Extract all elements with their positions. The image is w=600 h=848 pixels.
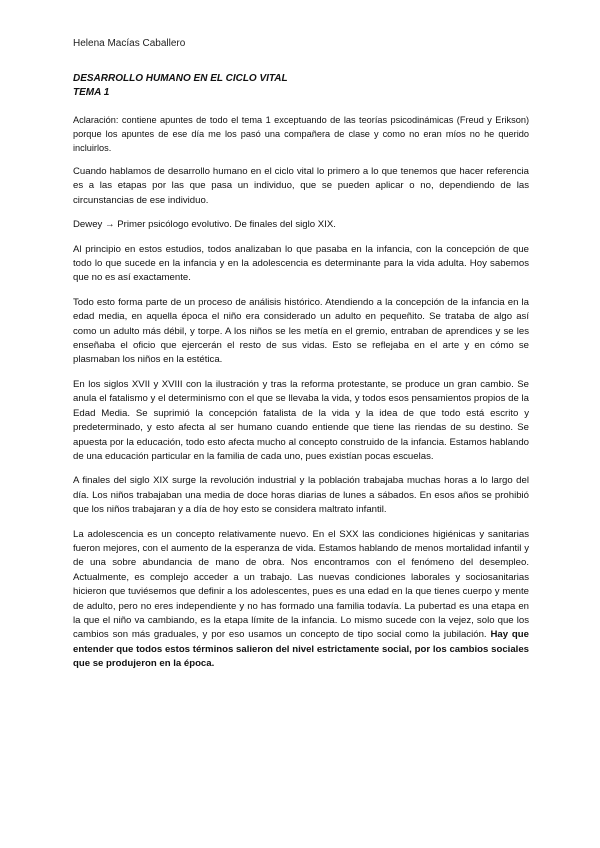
paragraph-dewey: Dewey → Primer psicólogo evolutivo. De finales del siglo XIX. — [73, 219, 336, 231]
paragraph-early-studies: Al principio en estos estudios, todos analizaban lo que pasaba en la infancia, con la concepción de que todo lo que sucede en la infancia y en la adolescencia es determinante para la vida adulta. Hoy sabemos que no es así exactamente. — [73, 243, 529, 284]
title-line-topic: TEMA 1 — [73, 86, 110, 98]
document-body — [73, 113, 529, 682]
paragraph-intro: Cuando hablamos de desarrollo humano en el ciclo vital lo primero a lo que tenemos que hacer referencia es a las etapas por las que pasa un individuo, que se pueden aplicar o no, dependiendo de las circunstancias de ese individuo. — [73, 166, 529, 206]
clarification-paragraph: Aclaración: contiene apuntes de todo el tema 1 exceptuando de las teorías psicodinámicas (Freud y Erikson) porque los apuntes de ese día me los pasó una compañera de clase y como no eran míos no he querido incluirlos. — [73, 115, 529, 153]
paragraph-enlightenment: En los siglos XVII y XVIII con la ilustración y tras la reforma protestante, se produce un gran cambio. Se anula el fatalismo y el determinismo con el que se llevaba la vida, y todos esos pensamientos propios de la Edad Media. Se suprimió la concepción fatalista de la vida y la idea de que todo está escrito y predeterminado, y esto afecta al ser humano cuando entiende que tiene las riendas de su destino. Se apuesta por la educación, todo esto afecta mucho al concepto construido de la infancia. Estamos hablando de una educación particular en la familia de cada uno, pues existían pocas escuelas. — [73, 378, 529, 462]
title-line-course: DESARROLLO HUMANO EN EL CICLO VITAL — [73, 73, 288, 84]
author-name: Helena Macías Caballero — [73, 38, 186, 49]
closing-bold-statement: Hay que entender que todos estos términos salieron del nivel estrictamente social, por los cambios sociales que se produjeron en la época. — [73, 629, 529, 670]
paragraph-industrial-revolution: A finales del siglo XIX surge la revolución industrial y la población trabajaba muchas horas a lo largo del día. Los niños trabajaban una media de doce horas diarias de lunes a sábados. En esos años se prohibió que los niños trabajaran y a día de hoy esto se considera maltrato infantil. — [73, 475, 529, 516]
document-title — [73, 72, 288, 99]
adolescence-text: La adolescencia es un concepto relativamente nuevo. En el SXX las condiciones higiénicas y sanitarias fueron mejores, con el aumento de la esperanza de vida. Estamos hablando de menos mortalidad infantil y de una sobre abundancia de mano de obra. Nos encontramos con el fenómeno del desempleo. Actualmente, es complejo acceder a un trabajo. Las nuevas condiciones laborales y sociosanitarias hicieron que tuviésemos que definir a los adolescentes, pues es una edad en la que tienes cuerpo y mente de adulto, pero no eres independiente y no has formado una familia todavía. La pubertad es una etapa en la que el niño va cambiando, es la etapa límite de la infancia. Lo mismo sucede con la vejez, solo que los cambios son más graduales, y por eso usamos un concepto de tipo social como la jubilación. — [73, 528, 529, 641]
paragraph-adolescence — [73, 528, 529, 672]
paragraph-middle-ages: Todo esto forma parte de un proceso de análisis histórico. Atendiendo a la concepción de la infancia en la edad media, en aquella época el niño era considerado un adulto en pequeñito. Se trataba de algo así como un adulto más débil, y torpe. A los niños se les metía en el gremio, entraban de aprendices y se les enseñaba el oficio que ejercerán el resto de sus vidas. Esto se reflejaba en el arte y en cómo se plasmaban los niños en la estética. — [73, 296, 529, 366]
